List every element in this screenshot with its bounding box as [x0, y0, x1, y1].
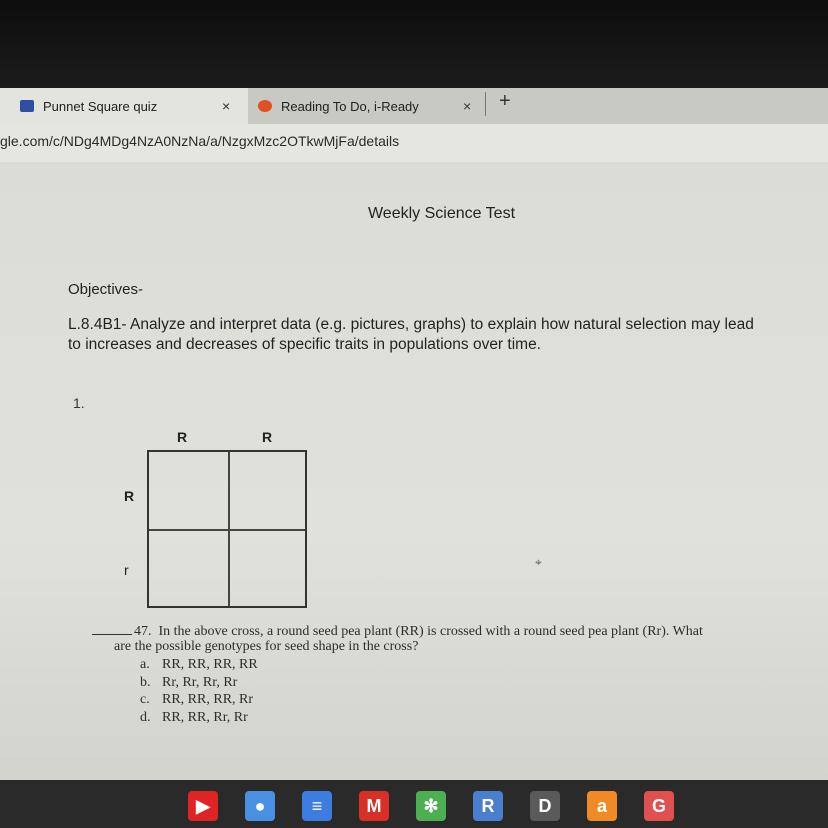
objective-text [68, 315, 826, 355]
grid-divider-horizontal [149, 529, 305, 531]
classroom-icon [20, 100, 34, 112]
chrome-icon[interactable]: ● [245, 791, 275, 821]
google-icon[interactable]: G [644, 791, 674, 821]
close-tab-icon[interactable]: × [222, 98, 231, 114]
punnett-side-label-1: R [124, 488, 135, 504]
app-r-icon[interactable]: R [473, 791, 503, 821]
tab-strip [0, 88, 828, 124]
screen-bezel [0, 0, 828, 88]
objective-line-2: to increases and decreases of specific traits in populations over time. [68, 336, 541, 353]
os-shelf [0, 780, 828, 828]
mouse-cursor-icon: ⌖ [535, 555, 542, 569]
document-page [0, 162, 828, 780]
question-47-number: 47. [134, 624, 152, 639]
punnett-side-label-2: r [124, 562, 129, 578]
gmail-icon[interactable]: M [359, 791, 389, 821]
slack-icon[interactable]: ✻ [416, 791, 446, 821]
punnett-top-label-2: R [262, 429, 273, 445]
objective-line-1: L.8.4B1- Analyze and interpret data (e.g. pictures, graphs) to explain how natural selection may lead [68, 316, 754, 333]
question-47-line-2: are the possible genotypes for seed shape in the cross? [114, 639, 419, 654]
answer-blank[interactable] [92, 634, 132, 635]
iready-icon [258, 100, 272, 112]
address-bar[interactable] [0, 124, 828, 162]
tab-punnet-square-quiz[interactable] [0, 88, 248, 124]
app-a-icon[interactable]: a [587, 791, 617, 821]
docs-icon[interactable]: ≡ [302, 791, 332, 821]
tab-label: Reading To Do, i-Ready [281, 98, 419, 114]
punnett-square [147, 450, 307, 608]
option-d: d. RR, RR, Rr, Rr [140, 709, 248, 725]
punnett-top-label-1: R [177, 429, 188, 445]
option-a: a. RR, RR, RR, RR [140, 657, 258, 672]
objectives-heading: Objectives- [68, 281, 144, 298]
question-number: 1. [73, 395, 85, 411]
option-c: c. RR, RR, RR, Rr [140, 692, 254, 707]
question-47-line-1: In the above cross, a round seed pea plant (RR) is crossed with a round seed pea plant (Rr). What [158, 624, 703, 639]
new-tab-button[interactable]: + [499, 90, 511, 112]
tab-label: Punnet Square quiz [43, 98, 158, 114]
question-47 [92, 624, 812, 654]
answer-options [140, 656, 258, 726]
option-b: b. Rr, Rr, Rr, Rr [140, 674, 238, 690]
page-title: Weekly Science Test [367, 205, 516, 222]
tab-separator [485, 92, 486, 116]
youtube-icon[interactable]: ▶ [188, 791, 218, 821]
app-d-icon[interactable]: D [530, 791, 560, 821]
url-text[interactable]: gle.com/c/NDg4MDg4NzA0NzNa/a/NzgxMzc2OTkwMjFa/details [0, 133, 400, 149]
close-tab-icon[interactable]: × [463, 98, 472, 114]
tab-reading-to-do[interactable] [250, 88, 490, 124]
